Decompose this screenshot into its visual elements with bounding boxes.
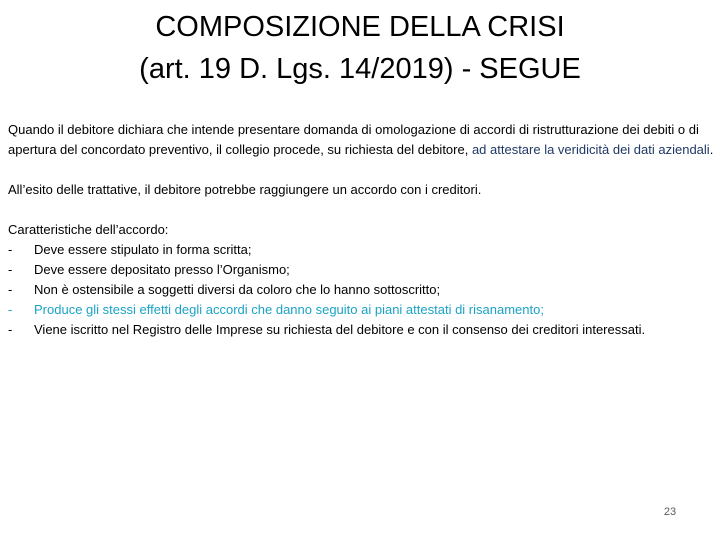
intro-paragraph <box>8 120 714 160</box>
title-line-1: COMPOSIZIONE DELLA CRISI <box>155 11 565 43</box>
list-item-text: Non è ostensibile a soggetti diversi da coloro che lo hanno sottoscritto; <box>34 282 441 297</box>
outcome-paragraph: All’esito delle trattative, il debitore potrebbe raggiungere un accordo con i creditori. <box>8 182 482 197</box>
list-item-text: Deve essere depositato presso l’Organismo; <box>34 262 290 277</box>
dash-bullet: - <box>8 282 13 297</box>
page-number: 23 <box>663 506 677 518</box>
dash-bullet: - <box>8 242 13 257</box>
slide-title <box>0 6 720 90</box>
list-item-text: Viene iscritto nel Registro delle Imprese su richiesta del debitore e con il consenso dei creditori interessati. <box>34 322 646 337</box>
list-item-text: Produce gli stessi effetti degli accordi che danno seguito ai piani attestati di risanamento; <box>34 302 544 317</box>
slide-body <box>8 120 714 340</box>
list-item <box>8 260 714 280</box>
title-line-2: (art. 19 D. Lgs. 14/2019) - SEGUE <box>139 53 581 85</box>
dash-bullet: - <box>8 322 13 337</box>
intro-paragraph-highlight: ad attestare la veridicità dei dati aziendali <box>471 142 710 157</box>
list-item <box>8 240 714 260</box>
intro-paragraph-text: Quando il debitore dichiara che intende presentare domanda di omologazione di accordi di ristrutturazione dei debiti o di apertura del concordato preventivo, il collegio procede, su richiesta del debitore, <box>8 122 699 157</box>
characteristics-list <box>8 240 714 340</box>
list-item-text: Deve essere stipulato in forma scritta; <box>34 242 252 257</box>
dash-bullet: - <box>8 302 13 317</box>
list-item <box>8 280 714 300</box>
intro-paragraph-end: . <box>709 142 714 157</box>
spacer <box>8 200 714 220</box>
spacer <box>8 160 714 180</box>
list-item <box>8 320 714 340</box>
characteristics-heading: Caratteristiche dell’accordo: <box>8 222 169 237</box>
dash-bullet: - <box>8 262 13 277</box>
list-item-highlighted <box>8 300 714 320</box>
